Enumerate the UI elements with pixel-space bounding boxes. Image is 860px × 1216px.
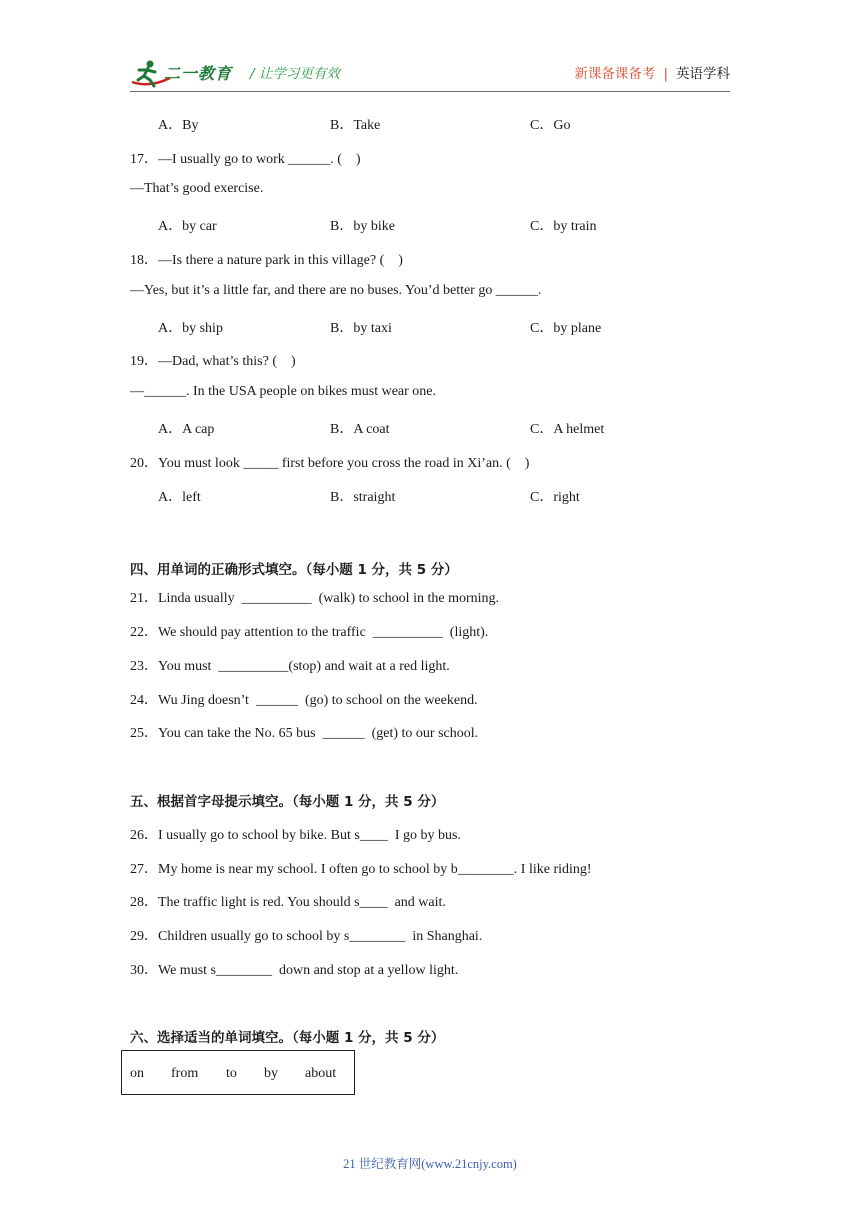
word-bank-item: on	[130, 1066, 144, 1081]
q19-option-b: B．A coat	[330, 422, 390, 437]
q18-stem: 18．—Is there a nature park in this village? ( )	[130, 253, 403, 268]
q19-option-c: C．A helmet	[530, 422, 605, 437]
header-subject	[574, 62, 730, 82]
q26: 26．I usually go to school by bike. But s____ I go by bus.	[130, 828, 461, 843]
section-5-title: 五、根据首字母提示填空。（每小题 1 分，共 5 分）	[130, 794, 445, 810]
word-bank-item: to	[226, 1066, 237, 1081]
q19-stem: 19．—Dad, what’s this? ( )	[130, 354, 296, 369]
q18-reply: —Yes, but it’s a little far, and there are no buses. You’d better go ______.	[130, 283, 542, 298]
header-slogan: / 让学习更有效	[250, 66, 340, 82]
q16-option-b: B．Take	[330, 118, 381, 133]
q17-reply: —That’s good exercise.	[130, 181, 264, 196]
q17-option-a: A．by car	[158, 219, 217, 234]
q16-option-a: A．By	[158, 118, 199, 133]
q19-option-a: A．A cap	[158, 422, 215, 437]
q16-option-c: C．Go	[530, 118, 571, 133]
q24: 24．Wu Jing doesn’t ______ (go) to school on the weekend.	[130, 693, 478, 708]
q18-option-b: B．by taxi	[330, 321, 392, 336]
q20-option-a: A．left	[158, 490, 201, 505]
q18-option-c: C．by plane	[530, 321, 602, 336]
q20-option-c: C．right	[530, 490, 580, 505]
word-bank-item: from	[171, 1066, 199, 1081]
q21: 21．Linda usually __________ (walk) to school in the morning.	[130, 591, 500, 606]
q20-stem: 20．You must look _____ first before you cross the road in Xi’an. ( )	[130, 456, 530, 471]
q25: 25．You can take the No. 65 bus ______ (get) to our school.	[130, 726, 479, 741]
q22: 22．We should pay attention to the traffic __________ (light).	[130, 625, 489, 640]
header-course-label: 新课备课备考	[574, 66, 656, 82]
q17-option-c: C．by train	[530, 219, 597, 234]
q17-stem: 17．—I usually go to work ______. ( )	[130, 152, 361, 167]
q20-option-b: B．straight	[330, 490, 396, 505]
q18-option-a: A．by ship	[158, 321, 223, 336]
word-bank-item: about	[305, 1066, 337, 1081]
header-separator: |	[663, 66, 668, 82]
page-header	[130, 55, 730, 92]
q27: 27．My home is near my school. I often go to school by b________. I like riding!	[130, 862, 592, 877]
q19-reply: —______. In the USA people on bikes must wear one.	[130, 384, 437, 399]
header-subject-label: 英语学科	[676, 66, 730, 82]
q28: 28．The traffic light is red. You should s____ and wait.	[130, 895, 446, 910]
q29: 29．Children usually go to school by s________ in Shanghai.	[130, 929, 483, 944]
q23: 23．You must __________(stop) and wait at a red light.	[130, 659, 450, 674]
logo-text: 二一教育	[164, 64, 233, 83]
section-6-title: 六、选择适当的单词填空。（每小题 1 分，共 5 分）	[130, 1030, 445, 1046]
q17-option-b: B．by bike	[330, 219, 395, 234]
q30: 30．We must s________ down and stop at a yellow light.	[130, 963, 459, 978]
word-bank-box	[121, 1050, 355, 1095]
page-footer: 21 世纪教育网(www.21cnjy.com)	[343, 1157, 517, 1171]
section-4-title: 四、用单词的正确形式填空。（每小题 1 分，共 5 分）	[130, 562, 458, 578]
word-bank-item: by	[264, 1066, 278, 1081]
